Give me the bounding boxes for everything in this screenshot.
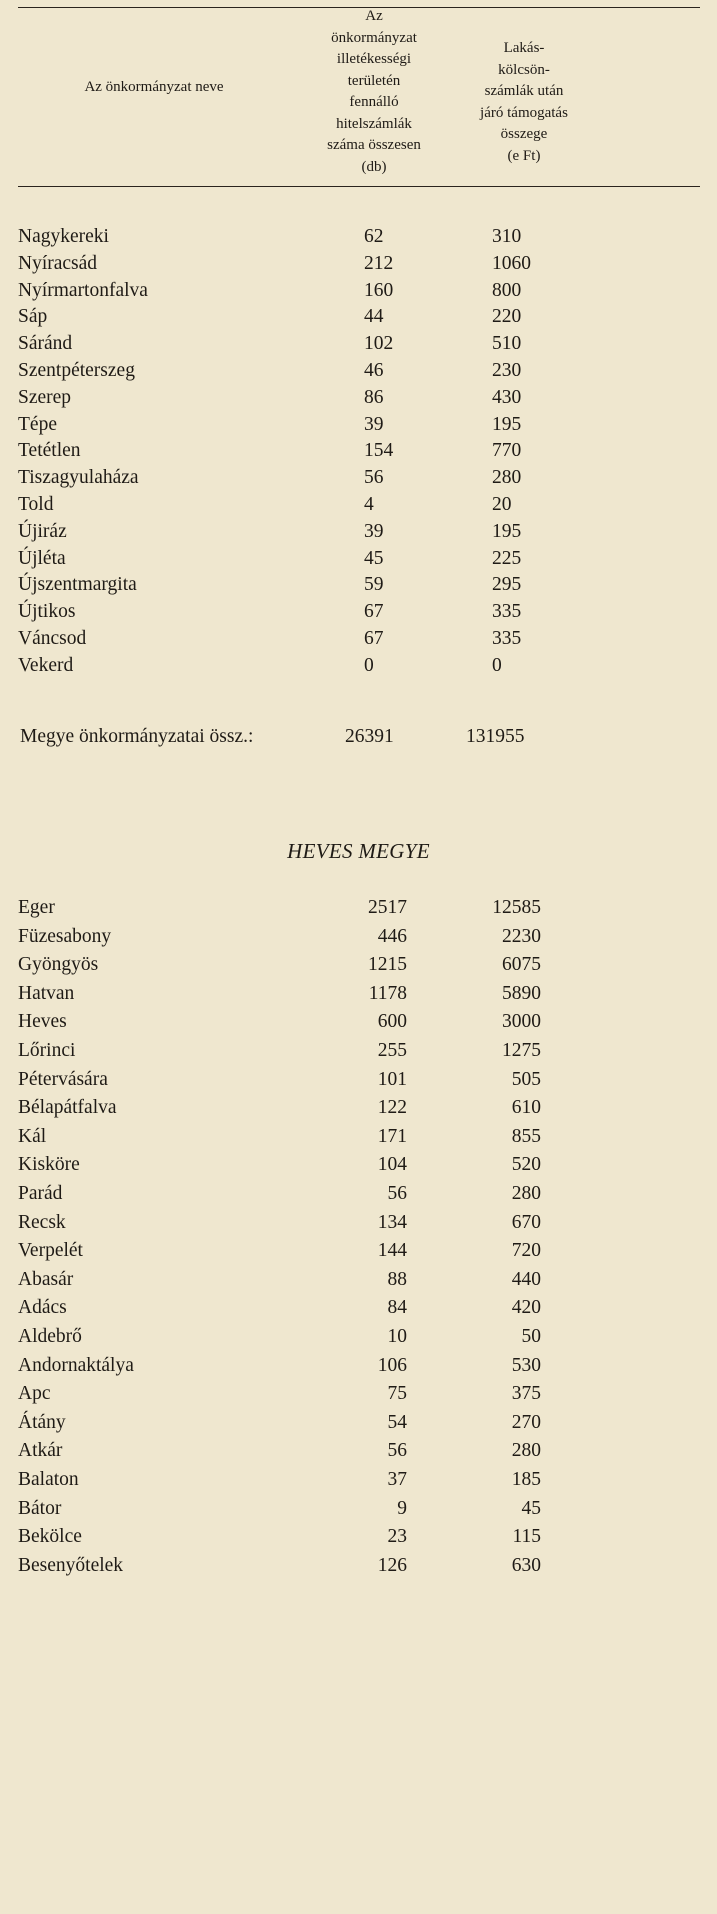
support-amount: 280 — [511, 1183, 541, 1204]
header-amount-line: járó támogatás — [480, 104, 568, 121]
header-count-line: Az — [365, 8, 383, 24]
account-count: 23 — [387, 1526, 407, 1548]
support-amount: 510 — [492, 333, 522, 355]
municipality-name: Besenyőtelek — [18, 1554, 124, 1576]
table-row — [0, 597, 717, 626]
account-count: 154 — [364, 440, 394, 462]
table-row — [0, 651, 717, 680]
support-amount: 295 — [492, 574, 522, 596]
municipality-name: Apc — [18, 1383, 51, 1405]
account-count: 46 — [364, 360, 384, 381]
table-row — [0, 1208, 717, 1237]
header-count-column — [292, 6, 456, 178]
municipality-name: Told — [18, 494, 54, 515]
support-amount: 670 — [511, 1211, 541, 1233]
table-row — [0, 1522, 717, 1551]
municipality-name: Újtikos — [18, 601, 76, 623]
header-count-line: területén — [347, 72, 401, 89]
table-row — [0, 329, 717, 358]
support-amount: 530 — [511, 1354, 541, 1376]
account-count: 126 — [377, 1554, 407, 1576]
total-amount: 131955 — [466, 726, 525, 747]
support-amount: 720 — [511, 1240, 541, 1262]
municipality-name: Váncsod — [18, 628, 87, 649]
municipality-name: Kisköre — [18, 1154, 80, 1176]
account-count: 45 — [364, 547, 384, 569]
support-amount: 220 — [492, 306, 522, 328]
table-row — [0, 1265, 717, 1294]
municipality-name: Abasár — [18, 1268, 74, 1290]
table-row — [0, 1465, 717, 1494]
table-row — [0, 276, 717, 305]
header-name-column — [18, 77, 290, 99]
header-amount-line: összege — [500, 126, 548, 142]
header-rule — [18, 186, 700, 187]
account-count: 144 — [377, 1240, 407, 1262]
support-amount: 185 — [511, 1469, 541, 1490]
account-count: 84 — [387, 1297, 407, 1319]
municipality-name: Tetétlen — [18, 440, 81, 462]
support-amount: 225 — [492, 547, 522, 569]
account-count: 59 — [364, 574, 384, 596]
account-count: 62 — [364, 226, 384, 247]
total-count: 26391 — [345, 726, 394, 747]
municipality-name: Eger — [18, 897, 55, 918]
support-amount: 45 — [521, 1497, 541, 1519]
account-count: 67 — [364, 628, 384, 649]
support-amount: 20 — [492, 494, 512, 515]
account-count: 600 — [377, 1011, 407, 1033]
support-amount: 280 — [492, 467, 522, 489]
account-count: 0 — [364, 654, 374, 676]
account-count: 255 — [377, 1040, 407, 1061]
header-count-line: illetékességi — [336, 51, 412, 67]
support-amount: 12585 — [492, 897, 541, 918]
table-row — [0, 1093, 717, 1122]
table-row — [0, 1036, 717, 1065]
table-row — [0, 1551, 717, 1580]
header-amount-column — [445, 38, 603, 167]
account-count: 122 — [377, 1097, 407, 1119]
municipality-name: Heves — [18, 1011, 67, 1033]
account-count: 212 — [364, 252, 394, 274]
support-amount: 280 — [511, 1440, 541, 1462]
table-row — [0, 1351, 717, 1380]
table-row — [0, 950, 717, 979]
support-amount: 50 — [521, 1326, 541, 1347]
support-amount: 270 — [511, 1411, 541, 1433]
account-count: 1215 — [368, 954, 407, 976]
municipality-name: Atkár — [18, 1440, 63, 1462]
account-count: 67 — [364, 601, 384, 623]
account-count: 56 — [387, 1440, 407, 1462]
header-amount-line: (e Ft) — [507, 147, 541, 164]
table-row — [0, 570, 717, 599]
municipality-name: Vekerd — [18, 654, 74, 676]
support-amount: 230 — [492, 360, 522, 381]
table-row — [0, 1179, 717, 1208]
account-count: 104 — [377, 1154, 407, 1176]
account-count: 102 — [364, 333, 394, 355]
account-count: 54 — [387, 1411, 407, 1433]
table-row — [0, 517, 717, 546]
support-amount: 195 — [492, 413, 522, 435]
account-count: 39 — [364, 520, 384, 542]
table-row — [0, 383, 717, 412]
support-amount: 630 — [511, 1554, 541, 1576]
table-row — [0, 922, 717, 951]
header-count-line: fennálló — [349, 94, 399, 110]
municipality-name: Bátor — [18, 1497, 62, 1519]
account-count: 1178 — [368, 982, 407, 1004]
account-count: 86 — [364, 386, 384, 408]
table-row — [0, 1436, 717, 1465]
table-row — [0, 1150, 717, 1179]
municipality-name: Szentpéterszeg — [18, 360, 135, 381]
support-amount: 610 — [511, 1097, 541, 1119]
support-amount: 855 — [511, 1125, 541, 1147]
support-amount: 2230 — [502, 925, 541, 947]
support-amount: 5890 — [502, 982, 541, 1004]
support-amount: 375 — [511, 1383, 541, 1405]
municipality-name: Aldebrő — [18, 1326, 82, 1347]
account-count: 101 — [377, 1068, 407, 1090]
support-amount: 6075 — [502, 954, 541, 976]
support-amount: 3000 — [502, 1011, 541, 1033]
account-count: 39 — [364, 413, 384, 435]
section-title: HEVES MEGYE — [287, 839, 430, 863]
account-count: 171 — [377, 1125, 407, 1147]
municipality-name: Nyírmartonfalva — [18, 279, 148, 301]
table-row — [0, 1494, 717, 1523]
account-count: 134 — [377, 1211, 407, 1233]
table-row — [0, 1379, 717, 1408]
account-count: 56 — [364, 467, 384, 489]
table-row — [0, 979, 717, 1008]
municipality-name: Kál — [18, 1125, 47, 1147]
municipality-name: Adács — [18, 1297, 67, 1319]
municipality-name: Sáp — [18, 306, 48, 328]
municipality-name: Tépe — [18, 413, 57, 435]
account-count: 75 — [387, 1383, 407, 1405]
municipality-name: Sáránd — [18, 333, 73, 355]
account-count: 2517 — [368, 897, 407, 918]
table-row — [0, 893, 717, 922]
header-name-label: Az önkormányzat neve — [84, 79, 224, 95]
header-amount-line: Lakás- — [503, 40, 545, 56]
table-row — [0, 1408, 717, 1437]
municipality-name: Bekölce — [18, 1526, 82, 1548]
support-amount: 1275 — [502, 1040, 541, 1061]
header-count-line: önkormányzat — [331, 29, 417, 46]
account-count: 37 — [387, 1469, 407, 1490]
account-count: 446 — [377, 925, 407, 947]
municipality-name: Hatvan — [18, 982, 75, 1004]
support-amount: 420 — [511, 1297, 541, 1319]
table-row — [0, 1293, 717, 1322]
support-amount: 440 — [511, 1268, 541, 1290]
table-row — [0, 410, 717, 439]
county-total-row — [0, 722, 717, 752]
account-count: 56 — [387, 1183, 407, 1204]
total-label: Megye önkormányzatai össz.: — [20, 726, 254, 747]
table-row — [0, 356, 717, 385]
support-amount: 1060 — [492, 252, 531, 274]
support-amount: 335 — [492, 601, 522, 623]
support-amount: 520 — [511, 1154, 541, 1176]
municipality-name: Újszentmargita — [18, 574, 137, 596]
municipality-name: Újiráz — [18, 520, 67, 542]
municipality-name: Átány — [18, 1411, 66, 1433]
account-count: 160 — [364, 279, 394, 301]
table-row — [0, 490, 717, 519]
table-row — [0, 302, 717, 331]
header-count-line: hitelszámlák — [336, 115, 412, 132]
support-amount: 505 — [511, 1068, 541, 1090]
municipality-name: Nagykereki — [18, 226, 109, 247]
support-amount: 335 — [492, 628, 522, 649]
header-count-line: száma összesen — [327, 137, 421, 153]
table-row — [0, 544, 717, 573]
municipality-name: Füzesabony — [18, 925, 112, 947]
account-count: 44 — [364, 306, 384, 328]
table-row — [0, 1236, 717, 1265]
account-count: 88 — [387, 1268, 407, 1290]
header-amount-line: kölcsön- — [498, 61, 550, 78]
municipality-name: Parád — [18, 1183, 63, 1204]
municipality-name: Tiszagyulaháza — [18, 467, 139, 489]
support-amount: 770 — [492, 440, 522, 462]
municipality-name: Recsk — [18, 1211, 66, 1233]
support-amount: 195 — [492, 520, 522, 542]
header-count-line: (db) — [361, 158, 387, 175]
municipality-name: Bélapátfalva — [18, 1097, 117, 1119]
account-count: 10 — [387, 1326, 407, 1347]
support-amount: 310 — [492, 226, 522, 247]
table-row — [0, 624, 717, 653]
table-row — [0, 436, 717, 465]
support-amount: 800 — [492, 279, 522, 301]
municipality-name: Verpelét — [18, 1240, 83, 1262]
municipality-name: Szerep — [18, 386, 72, 408]
header-amount-line: számlák után — [484, 83, 564, 99]
account-count: 9 — [397, 1497, 407, 1519]
table-row — [0, 249, 717, 278]
municipality-name: Andornaktálya — [18, 1354, 134, 1376]
municipality-name: Lőrinci — [18, 1040, 76, 1061]
table-row — [0, 1007, 717, 1036]
support-amount: 115 — [512, 1526, 541, 1548]
table-row — [0, 1322, 717, 1351]
table-row — [0, 1065, 717, 1094]
municipality-name: Balaton — [18, 1469, 79, 1490]
table-row — [0, 1122, 717, 1151]
municipality-name: Nyíracsád — [18, 252, 98, 274]
municipality-name: Újléta — [18, 547, 66, 569]
municipality-name: Gyöngyös — [18, 954, 99, 976]
support-amount: 0 — [492, 654, 502, 676]
support-amount: 430 — [492, 386, 522, 408]
table-row — [0, 222, 717, 251]
account-count: 4 — [364, 494, 374, 515]
municipality-name: Pétervására — [18, 1068, 108, 1090]
account-count: 106 — [377, 1354, 407, 1376]
table-row — [0, 463, 717, 492]
